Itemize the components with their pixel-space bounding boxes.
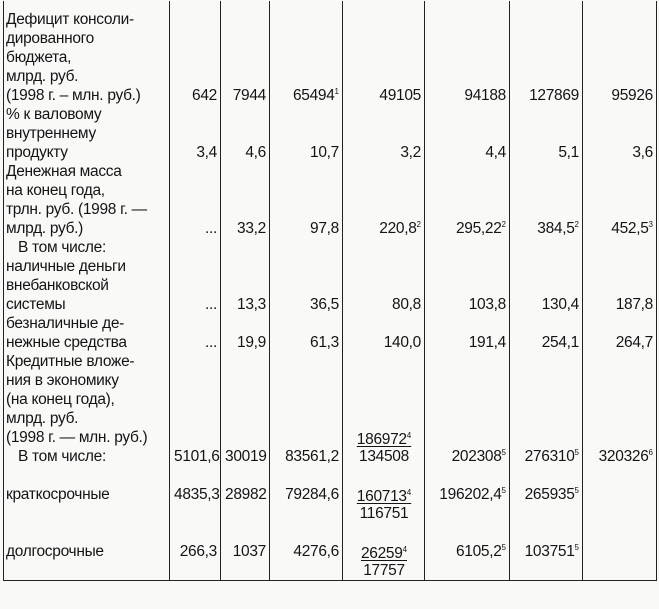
row-label-line: дированного xyxy=(6,30,94,47)
row-label-line: В том числе: xyxy=(18,448,107,465)
value-text: 33,2 xyxy=(237,220,266,237)
value-text: 276310 xyxy=(524,448,575,465)
value-cell xyxy=(425,1,510,105)
value-cell xyxy=(425,523,510,580)
row-label xyxy=(4,352,170,466)
value-cell xyxy=(583,314,657,352)
table-row xyxy=(4,352,657,466)
row-label-line: внутреннему xyxy=(6,125,96,142)
value-text: ... xyxy=(204,220,217,237)
value-cell xyxy=(170,1,221,105)
value-cell xyxy=(425,105,510,162)
value-cell xyxy=(425,238,510,314)
value-cell xyxy=(343,105,425,162)
value-text: 295,22 xyxy=(455,220,502,237)
row-label-line: млрд. руб. xyxy=(6,68,79,85)
row-label xyxy=(4,523,170,580)
table-row xyxy=(4,466,657,523)
table-row xyxy=(4,238,657,314)
row-label-line: В том числе: xyxy=(18,239,107,256)
value-cell xyxy=(583,466,657,523)
fraction-value xyxy=(361,545,407,579)
row-label-line: краткосрочные xyxy=(6,486,110,503)
row-label-line: долгосрочные xyxy=(6,542,104,560)
value-cell xyxy=(510,162,583,238)
footnote-mark: 2 xyxy=(501,220,506,229)
row-label-line: (на конец года), xyxy=(6,391,115,408)
footnote-mark: 5 xyxy=(574,486,579,495)
row-label-line: млрд. руб. xyxy=(6,410,79,427)
value-cell xyxy=(270,105,343,162)
value-cell xyxy=(583,105,657,162)
value-text: 7944 xyxy=(232,87,266,104)
value-text: 61,3 xyxy=(310,334,339,351)
value-text: 196202,4 xyxy=(439,486,502,503)
value-cell xyxy=(270,314,343,352)
table-row xyxy=(4,523,657,580)
row-label xyxy=(4,314,170,352)
table-row xyxy=(4,1,657,105)
value-cell xyxy=(583,162,657,238)
row-label xyxy=(4,466,170,523)
value-cell xyxy=(343,352,425,466)
value-cell xyxy=(510,238,583,314)
footnote-mark: 4 xyxy=(402,544,408,554)
fraction-value xyxy=(357,488,411,522)
value-text: 220,8 xyxy=(379,220,417,237)
footnote-mark: 3 xyxy=(648,220,653,229)
value-cell xyxy=(510,314,583,352)
footnote-mark: 4 xyxy=(406,488,412,497)
value-text: 320326 xyxy=(598,448,649,465)
footnote-mark: 1 xyxy=(334,87,339,96)
value-cell xyxy=(221,1,270,105)
value-cell xyxy=(170,314,221,352)
value-text: 202308 xyxy=(451,448,502,465)
row-label-line: Кредитные вложе- xyxy=(6,353,135,370)
value-text: 187,8 xyxy=(615,296,653,313)
row-label-line: трлн. руб. (1998 г. — xyxy=(6,201,147,218)
value-cell xyxy=(221,466,270,523)
value-text: 5,1 xyxy=(558,144,579,161)
row-label-line: продукту xyxy=(6,144,68,161)
value-cell xyxy=(270,238,343,314)
footnote-mark: 4 xyxy=(406,431,412,440)
value-text: 642 xyxy=(192,87,217,104)
fraction-value xyxy=(357,431,411,465)
fraction-denominator: 134508 xyxy=(359,448,409,465)
value-cell xyxy=(425,466,510,523)
row-label-line: системы xyxy=(6,296,66,313)
value-cell xyxy=(221,105,270,162)
value-text: 3,2 xyxy=(400,144,421,161)
row-label xyxy=(4,105,170,162)
value-cell xyxy=(343,523,425,580)
value-text: 4,6 xyxy=(245,144,266,161)
value-text: 1037 xyxy=(232,542,266,560)
value-cell xyxy=(583,1,657,105)
footnote-mark: 6 xyxy=(648,448,653,457)
value-cell xyxy=(270,466,343,523)
value-cell xyxy=(170,466,221,523)
table-row xyxy=(4,162,657,238)
value-text: 19,9 xyxy=(237,334,266,351)
value-cell xyxy=(221,238,270,314)
value-text: 103751 xyxy=(524,542,575,560)
fraction-denominator: 116751 xyxy=(359,505,409,522)
footnote-mark: 2 xyxy=(574,220,579,229)
footnote-mark: 2 xyxy=(416,220,421,229)
fraction-numerator: 26259$^4$ xyxy=(360,544,408,562)
row-label xyxy=(4,1,170,105)
row-label-line: внебанковской xyxy=(6,277,109,294)
value-text: 127869 xyxy=(529,87,579,104)
value-cell xyxy=(343,314,425,352)
value-text: 10,7 xyxy=(310,144,339,161)
row-label-line: ния в экономику xyxy=(6,372,119,389)
value-text: 6105,2 xyxy=(455,542,502,560)
row-label xyxy=(4,162,170,238)
value-cell xyxy=(170,352,221,466)
value-cell xyxy=(170,523,221,580)
value-text: ... xyxy=(204,296,217,313)
value-text: 49105 xyxy=(379,87,421,104)
value-cell xyxy=(510,466,583,523)
row-label-line: % к валовому xyxy=(6,106,102,123)
row-label-line: Дефицит консоли- xyxy=(6,11,134,28)
value-text: 5101,6 xyxy=(174,448,220,465)
value-text: 452,5 xyxy=(611,220,649,237)
value-text: 191,4 xyxy=(468,334,506,351)
value-cell xyxy=(270,352,343,466)
value-text: 83561,2 xyxy=(285,448,339,465)
value-cell xyxy=(221,352,270,466)
value-text: 65494 xyxy=(292,87,335,104)
footnote-mark: 5 xyxy=(501,448,506,457)
value-cell xyxy=(510,352,583,466)
value-text: 130,4 xyxy=(541,296,579,313)
value-cell xyxy=(425,162,510,238)
value-text: 30019 xyxy=(225,448,267,465)
value-text: 28982 xyxy=(225,486,267,503)
value-text: 79284,6 xyxy=(285,486,339,503)
row-label-line: наличные деньги xyxy=(6,258,126,275)
value-cell xyxy=(425,352,510,466)
value-cell xyxy=(343,162,425,238)
value-cell xyxy=(583,523,657,580)
value-cell xyxy=(221,314,270,352)
value-text: 97,8 xyxy=(310,220,339,237)
value-cell xyxy=(170,105,221,162)
value-text: 140,0 xyxy=(383,334,421,351)
value-cell xyxy=(221,523,270,580)
footnote-mark: 5 xyxy=(574,448,579,457)
footnote-mark: 5 xyxy=(501,486,506,495)
value-text: 94188 xyxy=(464,87,506,104)
table-row xyxy=(4,105,657,162)
value-cell xyxy=(270,1,343,105)
value-text: 266,3 xyxy=(179,542,217,560)
value-text: 4,4 xyxy=(485,144,506,161)
value-text: ... xyxy=(204,334,217,351)
value-text: 13,3 xyxy=(237,296,266,313)
row-label-line: (1998 г. — млн. руб.) xyxy=(6,429,148,446)
row-label-line: безналичные де- xyxy=(6,315,125,332)
value-cell xyxy=(510,105,583,162)
row-label-line: млрд. руб.) xyxy=(6,220,84,237)
value-text: 264,7 xyxy=(615,334,653,351)
value-cell xyxy=(510,523,583,580)
table-row xyxy=(4,314,657,352)
value-text: 80,8 xyxy=(392,296,421,313)
row-label-line: на конец года, xyxy=(6,182,105,199)
value-cell xyxy=(270,523,343,580)
value-text: 384,5 xyxy=(537,220,575,237)
row-label-line: бюджета, xyxy=(6,49,72,66)
value-text: 3,4 xyxy=(196,144,217,161)
value-cell xyxy=(343,1,425,105)
row-label-line: (1998 г. – млн. руб.) xyxy=(6,87,141,104)
footnote-mark: 5 xyxy=(574,542,579,552)
statistics-table xyxy=(3,1,657,581)
value-cell xyxy=(270,162,343,238)
value-text: 4835,3 xyxy=(174,486,220,503)
value-cell xyxy=(583,238,657,314)
value-text: 4276,6 xyxy=(293,542,339,560)
value-cell xyxy=(170,162,221,238)
footnote-mark: 5 xyxy=(501,542,506,552)
value-cell xyxy=(170,238,221,314)
fraction-numerator: 160713$^4$ xyxy=(356,488,412,505)
fraction-numerator: 186972$^4$ xyxy=(356,431,412,448)
fraction-denominator: 17757 xyxy=(363,561,405,579)
value-cell xyxy=(343,238,425,314)
value-text: 254,1 xyxy=(541,334,579,351)
value-text: 265935 xyxy=(524,486,575,503)
value-cell xyxy=(425,314,510,352)
value-cell xyxy=(510,1,583,105)
value-text: 3,6 xyxy=(632,144,653,161)
value-text: 95926 xyxy=(611,87,653,104)
value-cell xyxy=(221,162,270,238)
row-label-line: нежные средства xyxy=(6,334,127,351)
row-label xyxy=(4,238,170,314)
row-label-line: Денежная масса xyxy=(6,163,122,180)
value-cell xyxy=(583,352,657,466)
value-text: 36,5 xyxy=(310,296,339,313)
value-text: 103,8 xyxy=(468,296,506,313)
value-cell xyxy=(343,466,425,523)
